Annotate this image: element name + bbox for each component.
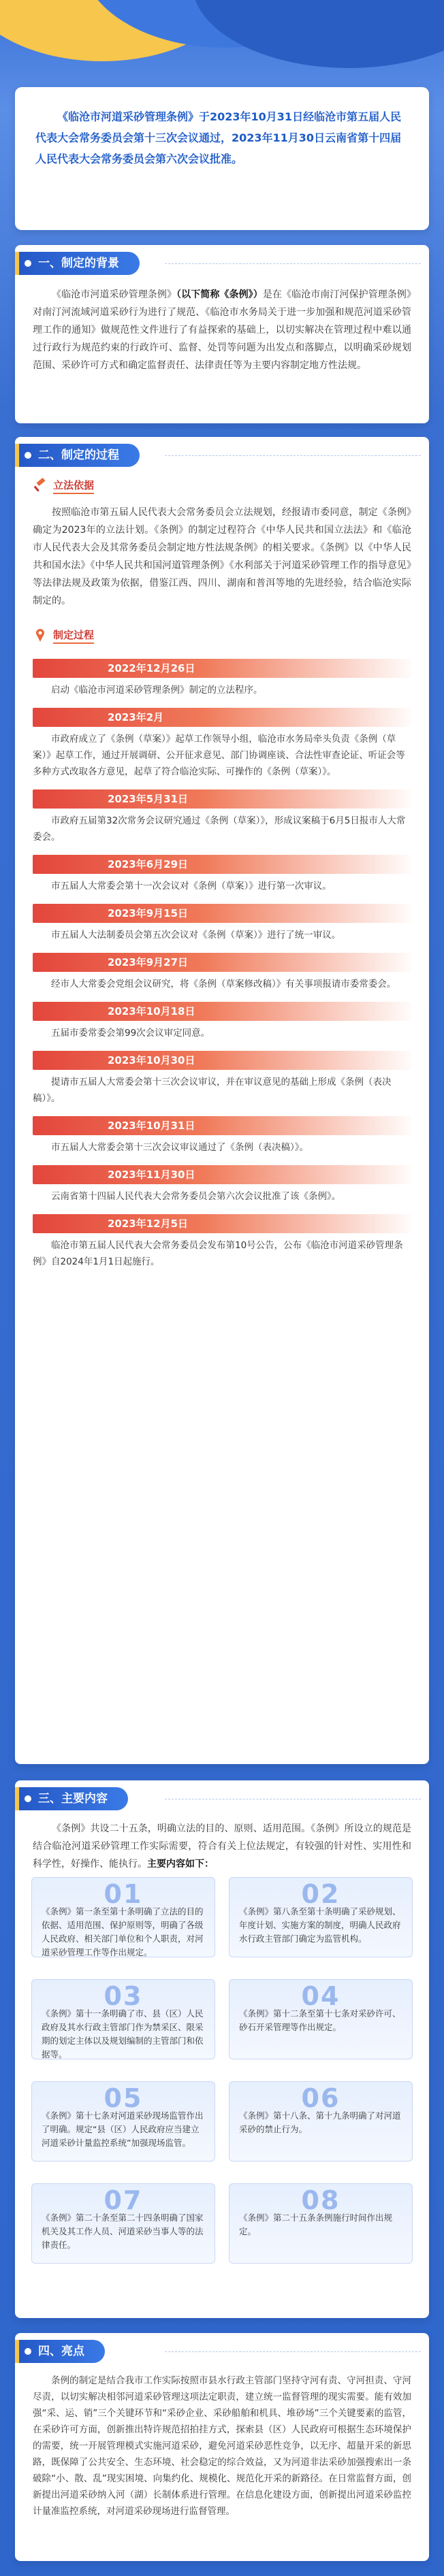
content-card [229, 2183, 413, 2264]
timeline-text: 云南省第十四届人民代表大会常务委员会第六次会议批准了该《条例》。 [51, 1191, 341, 1202]
section-title: 四、亮点 [38, 2345, 84, 2358]
card-text: 《条例》第二十条至第二十四条明确了国家机关及其工作人员、河道采砂当事人等的法律责任。 [42, 2213, 204, 2250]
timeline-text: 市五届人大法制委员会第五次会议对《条例（草案）》进行了统一审议。 [51, 930, 341, 941]
section-highlights [15, 2333, 429, 2561]
timeline-item [33, 904, 411, 946]
content-intro: 《条例》共设二十五条，明确立法的目的、原则、适用范围。《条例》所设立的规范是结合临沧河道采砂管理工作实际需要，符合有关上位法规定，有较强的针对性、实用性和科学性，好操作、能执行。主要内容如下： [33, 1823, 411, 1870]
timeline-text: 市五届人大常委会第十三次会议审议通过了《条例（表决稿）》。 [51, 1142, 308, 1153]
timeline-date: 2023年9月27日 [33, 953, 411, 972]
timeline-date: 2023年5月31日 [33, 789, 411, 809]
timeline-item [33, 855, 411, 897]
card-number: 03 [104, 1981, 143, 2011]
section-header [15, 2333, 429, 2367]
card-number: 07 [104, 2185, 143, 2215]
card-text: 《条例》第二十五条条例施行时间作出规定。 [239, 2213, 393, 2236]
timeline [15, 659, 429, 1273]
section-title: 一、制定的背景 [38, 257, 119, 270]
timeline-date: 2023年10月30日 [33, 1051, 411, 1070]
hammer-icon [33, 478, 48, 493]
timeline-text: 经市人大常委会党组会议研究，将《条例（草案修改稿）》有关事项报请市委常委会。 [51, 979, 396, 990]
timeline-item [33, 1116, 411, 1158]
timeline-text: 市政府五届第32次常务会议研究通过《条例（草案）》，形成议案稿于6月5日报市人大常委会。 [33, 815, 406, 843]
card-number: 08 [301, 2185, 340, 2215]
card-number: 04 [301, 1981, 340, 2011]
timeline-date: 2023年2月 [33, 708, 411, 727]
section-title: 二、制定的过程 [38, 449, 119, 462]
section-header [15, 245, 429, 279]
timeline-date: 2023年6月29日 [33, 855, 411, 874]
subhead-process: 制定过程 [33, 621, 411, 649]
section-content [15, 1780, 429, 2318]
content-card [31, 2183, 215, 2264]
content-card [229, 1877, 413, 1957]
timeline-item [33, 1002, 411, 1044]
card-text: 《条例》第八条至第十条明确了采砂规划、年度计划、实施方案的制度，明确人民政府水行政主管部门确定为监管机构。 [239, 1906, 401, 1944]
timeline-date: 2023年11月30日 [33, 1165, 411, 1184]
timeline-item [33, 1051, 411, 1109]
timeline-item [33, 708, 411, 783]
card-number: 02 [301, 1879, 340, 1909]
timeline-date: 2023年12月5日 [33, 1214, 411, 1233]
timeline-text: 临沧市第五届人民代表大会常务委员会发布第10号公告，公布《临沧市河道采砂管理条例》自2024年1月1日起施行。 [33, 1240, 403, 1267]
card-text: 《条例》第十八条、第十九条明确了对河道采砂的禁止行为。 [239, 2110, 401, 2134]
card-text: 《条例》第十一条明确了市、县（区）人民政府及其水行政主管部门作为禁采区、限采期的划定主体以及规划编制的主管部门和依据等。 [42, 2008, 204, 2059]
timeline-item [33, 1214, 411, 1273]
timeline-item [33, 1165, 411, 1207]
timeline-text: 提请市五届人大常委会第十三次会议审议，并在审议意见的基础上形成《条例（表决稿）》。 [33, 1077, 392, 1104]
section-process [15, 437, 429, 1764]
timeline-date: 2022年12月26日 [33, 659, 411, 678]
timeline-text: 市政府成立了《条例（草案）》起草工作领导小组，临沧市水务局牵头负责《条例（草案）》起草工作，通过开展调研、公开征求意见、部门协调座谈、合法性审查论证、听证会等多种方式改取各方意见，起草了符合临沧实际、可操作的《条例（草案）》。 [33, 734, 405, 777]
content-card [229, 2081, 413, 2162]
timeline-date: 2023年10月18日 [33, 1002, 411, 1021]
card-number: 01 [104, 1879, 143, 1909]
section-title: 三、主要内容 [38, 1792, 108, 1806]
timeline-date: 2023年10月31日 [33, 1116, 411, 1135]
content-card [229, 1979, 413, 2059]
content-card [31, 1979, 215, 2059]
subhead-basis: 立法依据 [33, 471, 411, 500]
intro-card [15, 87, 429, 230]
timeline-text: 市五届人大常委会第十一次会议对《条例（草案）》进行第一次审议。 [51, 881, 332, 892]
content-card [31, 1877, 215, 1957]
timeline-item [33, 659, 411, 701]
section-header [15, 437, 429, 471]
timeline-item [33, 953, 411, 995]
timeline-item [33, 789, 411, 848]
content-cards [31, 1877, 413, 2285]
section-background [15, 245, 429, 423]
timeline-text: 五届市委常委会第99次会议审定同意。 [51, 1028, 210, 1039]
background-paragraph: 《临沧市河道采砂管理条例》（以下简称《条例》）是在《临沧市南汀河保护管理条例》对南汀河流域河道采砂行为进行了规范、《临沧市水务局关于进一步加强和规范河道采砂管理工作的通知》做规范性文件进行了有益探索的基础上，以切实解决在管理过程中难以通过行政行为规范约束的行政许可、监督、处罚等问题为出发点和落脚点，以明确采砂规划范围、采砂许可方式和确定监督责任、法律责任等为主要内容制定地方性法规。 [33, 289, 412, 371]
section-header [15, 1780, 429, 1814]
intro-text: 《临沧市河道采砂管理条例》于2023年10月31日经临沧市第五届人民代表大会常务委员会第十三次会议通过，2023年11月30日云南省第十四届人民代表大会常务委员会第六次会议批准。 [35, 110, 402, 165]
pin-icon [33, 627, 48, 642]
card-text: 《条例》第十七条对河道采砂现场监管作出了明确。规定“县（区）人民政府应当建立河道采砂计量监控系统”加强现场监管。 [42, 2110, 204, 2148]
card-text: 《条例》第一条至第十条明确了立法的目的依据、适用范围、保护原则等，明确了各级人民政府、相关部门单位和个人职责，对河道采砂管理工作等作出规定。 [42, 1906, 204, 1957]
basis-paragraph: 按照临沧市第五届人民代表大会常务委员会立法规划，经报请市委同意，制定《条例》确定为2023年的立法计划。《条例》的制定过程符合《中华人民共和国立法法》和《临沧市人民代表大会及其常务委员会制定地方性法规条例》的相关要求。《条例》以《中华人民共和国水法》《中华人民共和国河道管理条例》《水利部关于河道采砂管理工作的指导意见》等法律法规及政策为依据，借鉴江西、四川、湖南和普洱等地的先进经验，结合临沧实际制定的。 [33, 507, 411, 606]
content-card [31, 2081, 215, 2162]
card-number: 06 [301, 2083, 340, 2113]
timeline-text: 启动《临沧市河道采砂管理条例》制定的立法程序。 [51, 685, 263, 696]
timeline-date: 2023年9月15日 [33, 904, 411, 923]
card-text: 《条例》第十二条至第十七条对采砂许可、砂石开采管理等作出规定。 [239, 2008, 401, 2032]
card-number: 05 [104, 2083, 143, 2113]
highlights-paragraph: 条例的制定是结合我市工作实际按照市县水行政主管部门坚持守河有责、守河担责、守河尽责，以切实解决相邻河道采砂管理这项法定职责，建立统一监督管理的现实需要。能有效加强“采、运、销”三个关键环节和“采砂企业、采砂船舶和机具、堆砂场”三个关键要素的监管，在采砂许可方面，创新推出特许规范招拍挂方式，探索县（区）人民政府可根据生态环境保护的需要，统一开展管理模式实施河道采砂，避免河道采砂恶性竞争，以无序、超量开采的新思路，既保障了公共安全、生态环境、社会稳定的综合效益，又为河道非法采砂加强搜索出一条破除“小、散、乱”现实困境、向集约化、规模化、规范化开采的新路径。在日常监督方面，创新提出河道采砂纳入河（湖）长制体系进行管理。在信息化建设方面，创新提出河道采砂监控计量准监控系统，对河道采砂现场进行监督管理。 [33, 2375, 411, 2517]
